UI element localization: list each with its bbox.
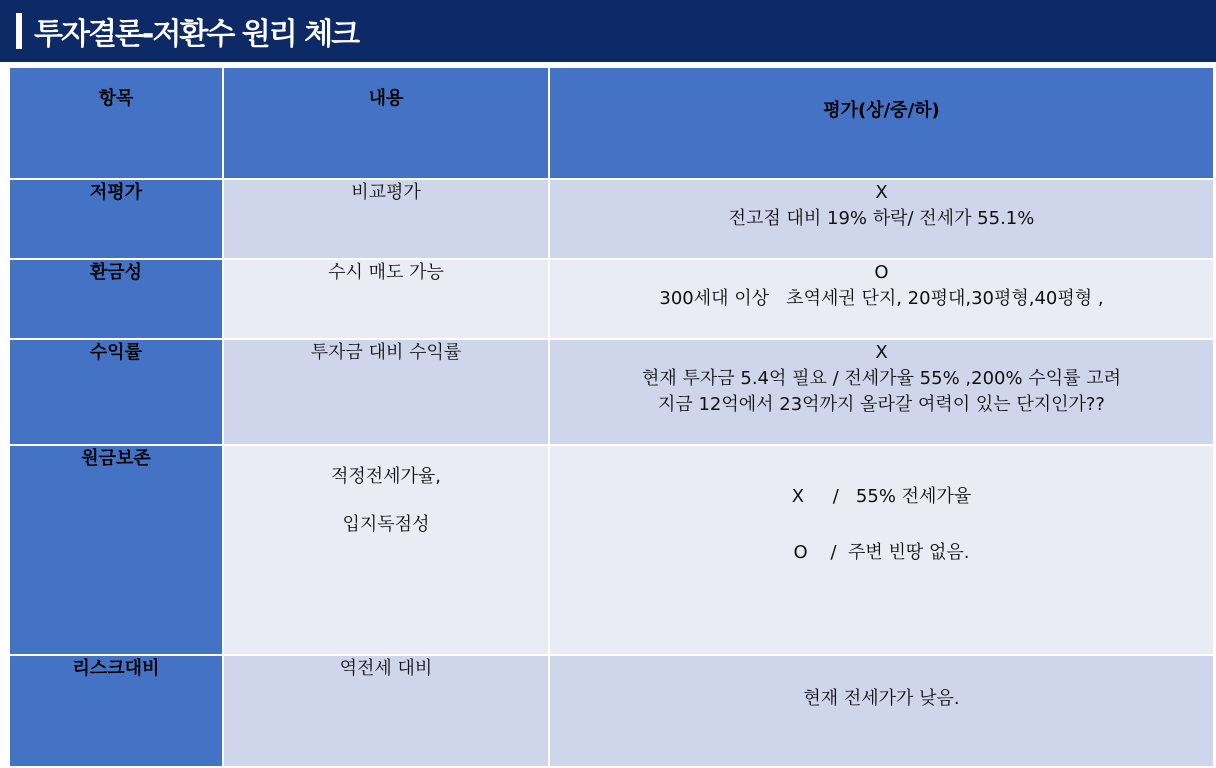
table-row bbox=[9, 259, 1214, 339]
check-table bbox=[8, 66, 1215, 768]
header-evaluation: 평가(상/중/하) bbox=[549, 67, 1214, 179]
row-content bbox=[223, 445, 549, 655]
title-accent-bar bbox=[16, 13, 22, 49]
row-item-label: 저평가 bbox=[9, 179, 223, 259]
content-line: 비교평가 bbox=[351, 182, 421, 203]
evaluation-mark: X bbox=[875, 182, 888, 203]
header-item: 항목 bbox=[9, 67, 223, 179]
row-item-label: 수익률 bbox=[9, 339, 223, 445]
row-evaluation bbox=[549, 339, 1214, 445]
evaluation-mark: X bbox=[875, 342, 888, 363]
evaluation-line: 지금 12억에서 23억까지 올라갈 여력이 있는 단지인가?? bbox=[657, 394, 1105, 415]
row-content bbox=[223, 259, 549, 339]
row-evaluation bbox=[549, 179, 1214, 259]
table-row bbox=[9, 339, 1214, 445]
content-line: 적정전세가율, bbox=[330, 466, 442, 487]
row-item-label: 리스크대비 bbox=[9, 655, 223, 767]
row-item-label: 환금성 bbox=[9, 259, 223, 339]
evaluation-line: 300세대 이상 초역세권 단지, 20평대,30평형,40평형 , bbox=[659, 288, 1104, 309]
evaluation-line: 전고점 대비 19% 하락/ 전세가 55.1% bbox=[728, 208, 1035, 229]
row-content bbox=[223, 655, 549, 767]
content-line: 수시 매도 가능 bbox=[328, 262, 444, 283]
evaluation-mark: O bbox=[874, 262, 889, 283]
title-bar bbox=[0, 0, 1216, 62]
row-content bbox=[223, 339, 549, 445]
header-content: 내용 bbox=[223, 67, 549, 179]
row-evaluation bbox=[549, 655, 1214, 767]
table-row bbox=[9, 655, 1214, 767]
header-row bbox=[9, 67, 1214, 179]
evaluation-line: 현재 전세가가 낮음. bbox=[803, 688, 960, 709]
row-evaluation bbox=[549, 445, 1214, 655]
page-title: 투자결론-저환수 원리 체크 bbox=[34, 17, 359, 52]
row-item-label: 원금보존 bbox=[9, 445, 223, 655]
table-row bbox=[9, 445, 1214, 655]
evaluation-line: 현재 투자금 5.4억 필요 / 전세가율 55% ,200% 수익률 고려 bbox=[642, 368, 1121, 389]
row-content bbox=[223, 179, 549, 259]
content-line: 입지독점성 bbox=[342, 514, 430, 535]
evaluation-line: X / 55% 전세가율 bbox=[791, 486, 972, 507]
table-row bbox=[9, 179, 1214, 259]
content-line: 역전세 대비 bbox=[339, 658, 433, 679]
content-line: 투자금 대비 수익률 bbox=[310, 342, 462, 363]
row-evaluation bbox=[549, 259, 1214, 339]
evaluation-line: O / 주변 빈땅 없음. bbox=[793, 542, 970, 563]
